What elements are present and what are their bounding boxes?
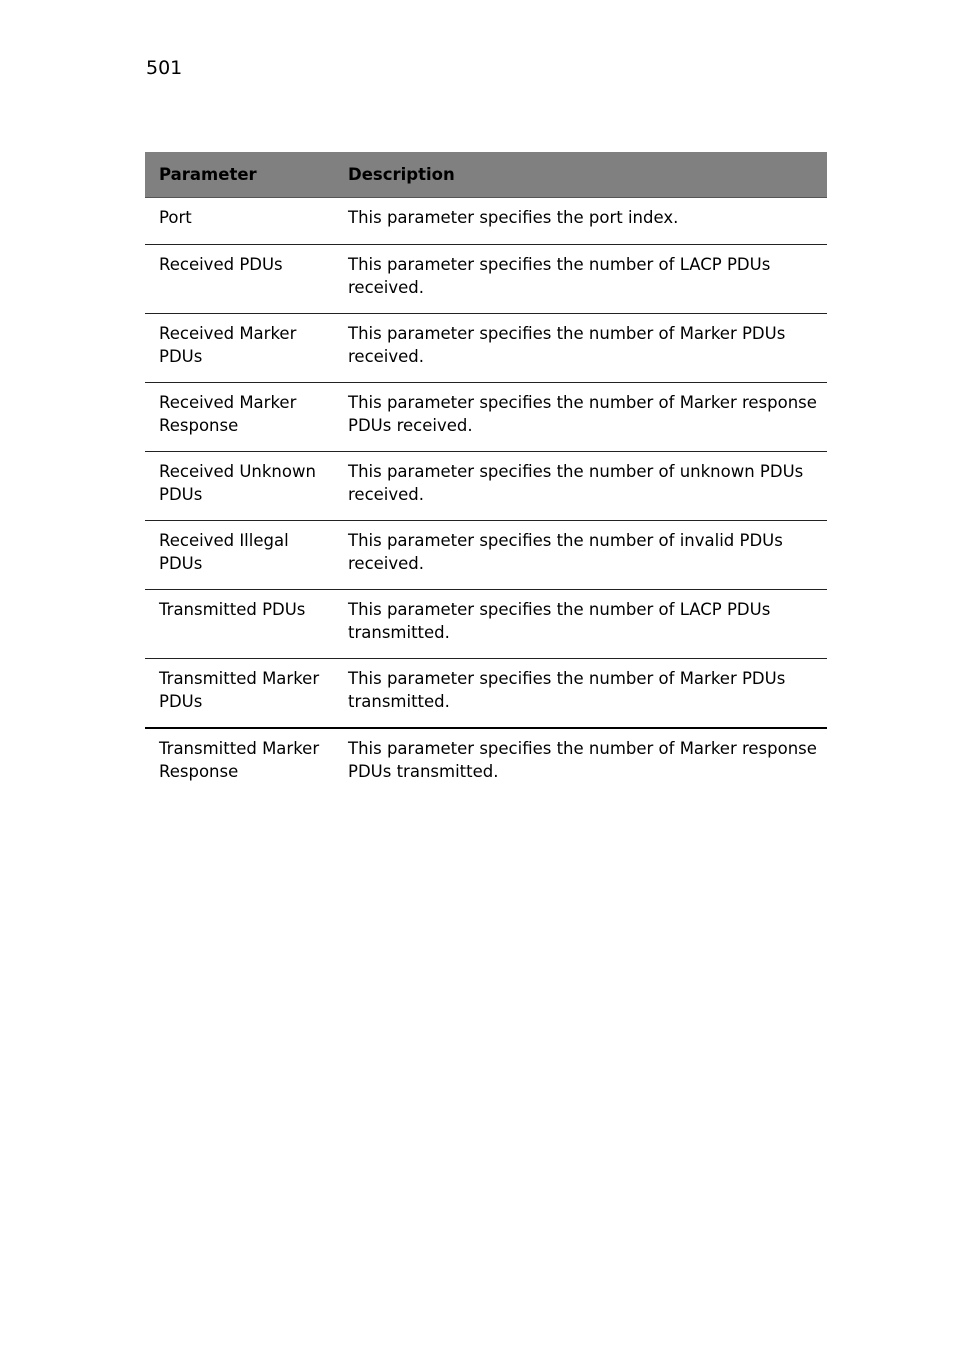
description-cell: This parameter specifies the number of Marker response PDUs received. <box>334 383 827 452</box>
table-row <box>145 198 827 245</box>
description-cell: This parameter specifies the number of unknown PDUs received. <box>334 452 827 521</box>
description-cell: This parameter specifies the number of Marker PDUs received. <box>334 314 827 383</box>
parameter-table <box>145 152 827 797</box>
parameter-cell: Transmitted PDUs <box>145 590 334 659</box>
table-row <box>145 452 827 521</box>
description-cell: This parameter specifies the number of Marker PDUs transmitted. <box>334 659 827 729</box>
description-cell: This parameter specifies the number of LACP PDUs transmitted. <box>334 590 827 659</box>
table-row <box>145 659 827 729</box>
parameter-cell: Transmitted Marker Response <box>159 739 320 781</box>
description-cell: This parameter specifies the number of invalid PDUs received. <box>334 521 827 590</box>
table-row <box>145 314 827 383</box>
description-cell: This parameter specifies the port index. <box>334 198 827 245</box>
table-row <box>145 245 827 314</box>
table-row <box>145 521 827 590</box>
description-cell: This parameter specifies the number of Marker response PDUs transmitted. <box>348 739 817 781</box>
parameter-column-header: Parameter <box>145 152 334 198</box>
table-row <box>145 590 827 659</box>
page-number: 501 <box>146 57 183 79</box>
parameter-cell: Received PDUs <box>145 245 334 314</box>
table-header-row <box>145 152 827 198</box>
table-row <box>145 728 827 797</box>
description-column-header: Description <box>334 152 827 198</box>
parameter-cell: Received Marker PDUs <box>145 314 334 383</box>
parameter-cell: Port <box>145 198 334 245</box>
parameter-cell: Received Unknown PDUs <box>145 452 334 521</box>
parameter-cell: Received Illegal PDUs <box>145 521 334 590</box>
description-cell: This parameter specifies the number of LACP PDUs received. <box>334 245 827 314</box>
table-row <box>145 383 827 452</box>
parameter-cell: Received Marker Response <box>145 383 334 452</box>
parameter-cell: Transmitted Marker PDUs <box>145 659 334 729</box>
